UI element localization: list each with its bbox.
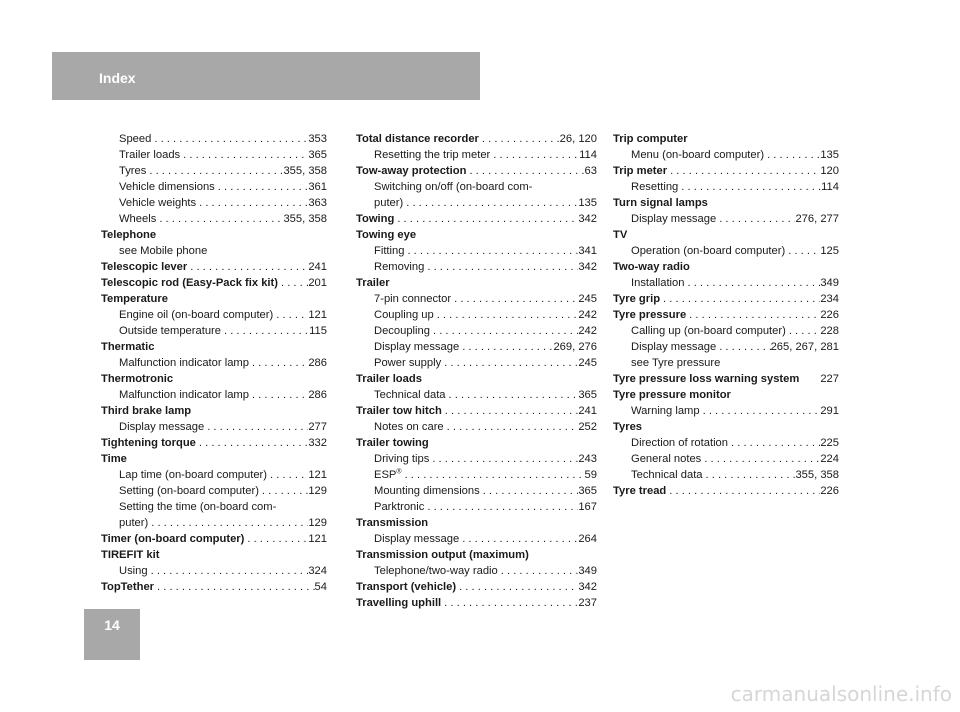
- dot-leader: [259, 483, 308, 499]
- dot-leader: [429, 451, 578, 467]
- entry-term: Temperature: [101, 293, 168, 305]
- dot-leader: [441, 595, 578, 611]
- index-entry: [613, 419, 839, 435]
- index-subentry: [356, 323, 597, 339]
- entry-term: Speed: [119, 133, 152, 145]
- dot-leader: [667, 163, 820, 179]
- index-entry: [356, 579, 597, 595]
- dot-leader: [151, 131, 308, 147]
- index-entry: [613, 291, 839, 307]
- entry-term: Direction of rotation: [631, 437, 729, 449]
- entry-term: Driving tips: [374, 453, 430, 465]
- entry-pages: 125: [820, 245, 839, 257]
- dot-leader: [146, 163, 283, 179]
- entry-term: Thermatic: [101, 341, 155, 353]
- entry-pages: 224: [820, 453, 839, 465]
- entry-pages: 201: [308, 277, 327, 289]
- dot-leader: [466, 163, 584, 179]
- index-entry: [356, 275, 597, 291]
- entry-term: Display message: [374, 341, 460, 353]
- entry-term: Transport (vehicle): [356, 581, 457, 593]
- dot-leader: [244, 531, 308, 547]
- entry-pages: 353: [308, 133, 327, 145]
- entry-term: Trip meter: [613, 165, 668, 177]
- index-subentry: [613, 323, 839, 339]
- dot-leader: [404, 243, 578, 259]
- index-entry: [613, 163, 839, 179]
- entry-term: Installation: [631, 277, 685, 289]
- index-subentry: [101, 563, 327, 579]
- index-subentry: [356, 467, 597, 483]
- entry-pages: 63: [584, 165, 597, 177]
- entry-term: Tyre pressure monitor: [613, 389, 731, 401]
- dot-leader: [728, 435, 820, 451]
- entry-pages: 363: [308, 197, 327, 209]
- entry-term: Telephone: [101, 229, 157, 241]
- dot-leader: [442, 403, 579, 419]
- dot-leader: [278, 275, 308, 291]
- index-subentry: [356, 147, 597, 163]
- index-subentry: [356, 563, 597, 579]
- index-entry: [101, 547, 327, 563]
- index-subentry: [101, 131, 327, 147]
- entry-term: Removing: [374, 261, 425, 273]
- entry-term: Parktronic: [374, 501, 425, 513]
- dot-leader: [444, 419, 579, 435]
- entry-pages: 332: [308, 437, 327, 449]
- index-entry: [613, 371, 839, 387]
- entry-pages: 269, 276: [553, 341, 597, 353]
- dot-leader: [456, 579, 578, 595]
- index-subentry: [356, 419, 597, 435]
- index-entry: [356, 371, 597, 387]
- dot-leader: [148, 563, 309, 579]
- index-subentry: [613, 435, 839, 451]
- dot-leader: [267, 467, 308, 483]
- entry-pages: 135: [820, 149, 839, 161]
- entry-term: Telescopic lever: [101, 261, 188, 273]
- entry-pages: 129: [308, 517, 327, 529]
- index-subentry: [613, 339, 839, 355]
- index-column-3: [613, 131, 839, 499]
- entry-term: Vehicle dimensions: [119, 181, 215, 193]
- dot-leader: [685, 275, 821, 291]
- index-entry: [101, 227, 327, 243]
- index-entry: [613, 307, 839, 323]
- index-subentry: [356, 243, 597, 259]
- index-subentry: [101, 163, 327, 179]
- index-entry: [101, 403, 327, 419]
- entry-pages: 276, 277: [795, 213, 839, 225]
- entry-pages: 237: [578, 597, 597, 609]
- entry-pages: 243: [578, 453, 597, 465]
- entry-term: Trailer tow hitch: [356, 405, 442, 417]
- entry-pages: 365: [308, 149, 327, 161]
- entry-term: Fitting: [374, 245, 405, 257]
- index-entry: [101, 579, 327, 595]
- dot-leader: [686, 307, 820, 323]
- entry-term: puter): [119, 517, 149, 529]
- entry-term: Setting (on-board computer): [119, 485, 259, 497]
- dot-leader: [459, 531, 578, 547]
- dot-leader: [678, 179, 821, 195]
- entry-term: Power supply: [374, 357, 442, 369]
- page-number: 14: [104, 617, 120, 633]
- index-subentry: [101, 211, 327, 227]
- entry-term: TopTether: [101, 581, 155, 593]
- dot-leader: [700, 403, 821, 419]
- entry-term: Resetting: [631, 181, 679, 193]
- entry-pages: 54: [314, 581, 327, 593]
- entry-pages: 342: [578, 261, 597, 273]
- index-subentry: [101, 355, 327, 371]
- entry-pages: 114: [579, 149, 597, 161]
- entry-term: Notes on care: [374, 421, 444, 433]
- index-entry: [101, 531, 327, 547]
- dot-leader: [249, 355, 308, 371]
- index-subentry: [101, 515, 327, 531]
- entry-term: General notes: [631, 453, 702, 465]
- dot-leader: [430, 323, 578, 339]
- dot-leader: [402, 467, 585, 483]
- dot-leader: [716, 339, 770, 355]
- dot-leader: [479, 131, 560, 147]
- index-subentry: [356, 259, 597, 275]
- entry-term: Third brake lamp: [101, 405, 192, 417]
- index-entry: [356, 403, 597, 419]
- entry-term: Trailer towing: [356, 437, 429, 449]
- index-subentry: [356, 307, 597, 323]
- dot-leader: [785, 243, 820, 259]
- index-subentry: [101, 323, 327, 339]
- index-entry: [356, 435, 597, 451]
- dot-leader: [498, 563, 579, 579]
- dot-leader: [156, 211, 283, 227]
- entry-pages: 129: [308, 485, 327, 497]
- entry-pages: 286: [308, 357, 327, 369]
- entry-pages: 342: [578, 581, 597, 593]
- dot-leader: [660, 291, 820, 307]
- index-entry: [101, 259, 327, 275]
- entry-pages: 121: [308, 309, 327, 321]
- entry-term: see Mobile phone: [119, 245, 208, 257]
- entry-pages: 121: [308, 469, 327, 481]
- entry-pages: 120: [820, 165, 839, 177]
- entry-term: Total distance recorder: [356, 133, 479, 145]
- entry-term: Tyre pressure: [613, 309, 687, 321]
- index-subentry: [101, 467, 327, 483]
- entry-pages: 355, 358: [795, 469, 839, 481]
- entry-pages: 361: [308, 181, 327, 193]
- index-entry: [101, 451, 327, 467]
- entry-term: see Tyre pressure: [631, 357, 721, 369]
- entry-pages: 245: [578, 357, 597, 369]
- entry-pages: 234: [820, 293, 839, 305]
- index-subentry: [613, 355, 839, 371]
- index-subentry: [613, 275, 839, 291]
- entry-pages: 121: [308, 533, 327, 545]
- index-entry: [613, 131, 839, 147]
- entry-term: Operation (on-board computer): [631, 245, 786, 257]
- entry-term: Vehicle weights: [119, 197, 197, 209]
- entry-term: Warning lamp: [631, 405, 700, 417]
- watermark-logo: carmanualsonline.info: [730, 682, 952, 706]
- index-subentry: [356, 531, 597, 547]
- entry-term: Time: [101, 453, 127, 465]
- entry-pages: 252: [578, 421, 597, 433]
- index-subentry: [101, 419, 327, 435]
- entry-pages: 226: [820, 309, 839, 321]
- index-entry: [101, 339, 327, 355]
- index-subentry: [356, 387, 597, 403]
- dot-leader: [701, 451, 820, 467]
- index-entry: [356, 547, 597, 563]
- dot-leader: [148, 515, 308, 531]
- dot-leader: [446, 387, 579, 403]
- page-title: Index: [99, 70, 136, 86]
- index-subentry: [356, 499, 597, 515]
- entry-pages: 349: [578, 565, 597, 577]
- entry-term: Tyres: [119, 165, 147, 177]
- entry-term: Tyres: [613, 421, 643, 433]
- index-entry: [613, 195, 839, 211]
- entry-term: Timer (on-board computer): [101, 533, 245, 545]
- entry-pages: 26, 120: [559, 133, 597, 145]
- dot-leader: [434, 307, 579, 323]
- entry-pages: 241: [308, 261, 327, 273]
- entry-pages: 227: [820, 373, 839, 385]
- entry-pages: 226: [820, 485, 839, 497]
- dot-leader: [459, 339, 553, 355]
- index-subentry: [101, 195, 327, 211]
- page-number-box: [84, 609, 140, 660]
- index-subentry: [101, 147, 327, 163]
- index-entry: [356, 211, 597, 227]
- entry-pages: 291: [820, 405, 839, 417]
- entry-term: Tightening torque: [101, 437, 196, 449]
- index-subentry: [101, 179, 327, 195]
- entry-pages: 135: [578, 197, 597, 209]
- entry-term: Telephone/two-way radio: [374, 565, 498, 577]
- dot-leader: [196, 435, 308, 451]
- index-entry: [101, 291, 327, 307]
- entry-pages: 225: [820, 437, 839, 449]
- dot-leader: [249, 387, 308, 403]
- index-subentry: [613, 179, 839, 195]
- dot-leader: [394, 211, 578, 227]
- entry-pages: 365: [578, 389, 597, 401]
- entry-pages: 245: [578, 293, 597, 305]
- entry-pages: 355, 358: [283, 165, 327, 177]
- index-subentry: [613, 211, 839, 227]
- dot-leader: [490, 147, 579, 163]
- index-entry: [613, 387, 839, 403]
- dot-leader: [403, 195, 578, 211]
- index-entry: [356, 515, 597, 531]
- entry-term: Display message: [631, 341, 717, 353]
- entry-pages: 277: [308, 421, 327, 433]
- entry-term: Malfunction indicator lamp: [119, 389, 249, 401]
- dot-leader: [204, 419, 308, 435]
- index-column-2: [356, 131, 597, 611]
- dot-leader: [424, 259, 578, 275]
- index-subentry: [101, 243, 327, 259]
- entry-term: Trailer: [356, 277, 390, 289]
- entry-term: Transmission output (maximum): [356, 549, 529, 561]
- entry-term: Trip computer: [613, 133, 688, 145]
- dot-leader: [703, 467, 796, 483]
- entry-term: Switching on/off (on-board com-: [374, 181, 533, 193]
- index-subentry: [356, 483, 597, 499]
- entry-term: 7-pin connector: [374, 293, 452, 305]
- dot-leader: [451, 291, 578, 307]
- entry-pages: 115: [309, 325, 327, 337]
- dot-leader: [221, 323, 309, 339]
- entry-pages: 342: [578, 213, 597, 225]
- dot-leader: [187, 259, 308, 275]
- entry-pages: 341: [578, 245, 597, 257]
- entry-pages: 242: [578, 309, 597, 321]
- index-subentry: [356, 451, 597, 467]
- index-entry: [356, 595, 597, 611]
- index-subentry: [101, 499, 327, 515]
- index-column-1: [101, 131, 327, 595]
- entry-term: Resetting the trip meter: [374, 149, 491, 161]
- entry-term: Technical data: [374, 389, 446, 401]
- dot-leader: [441, 355, 578, 371]
- index-subentry: [101, 307, 327, 323]
- index-entry: [613, 259, 839, 275]
- entry-term: Display message: [119, 421, 205, 433]
- index-entry: [356, 163, 597, 179]
- entry-term: Wheels: [119, 213, 157, 225]
- dot-leader: [480, 483, 579, 499]
- index-entry: [613, 483, 839, 499]
- entry-pages: 265, 267, 281: [770, 341, 839, 353]
- entry-term: Tyre pressure loss warning system: [613, 373, 800, 385]
- entry-pages: 167: [578, 501, 597, 513]
- dot-leader: [786, 323, 820, 339]
- entry-term-sup: ®: [396, 468, 402, 476]
- entry-term: Engine oil (on-board computer): [119, 309, 274, 321]
- index-subentry: [613, 451, 839, 467]
- index-subentry: [356, 195, 597, 211]
- entry-term: Turn signal lamps: [613, 197, 708, 209]
- entry-pages: 228: [820, 325, 839, 337]
- header-bar: [52, 52, 480, 100]
- entry-term: Menu (on-board computer): [631, 149, 765, 161]
- entry-pages: 324: [308, 565, 327, 577]
- entry-term: Decoupling: [374, 325, 430, 337]
- entry-term: Telescopic rod (Easy-Pack fix kit): [101, 277, 278, 289]
- entry-pages: 286: [308, 389, 327, 401]
- entry-term: Display message: [631, 213, 717, 225]
- dot-leader: [215, 179, 309, 195]
- entry-term: puter): [374, 197, 404, 209]
- entry-term: TV: [613, 229, 628, 241]
- index-subentry: [356, 291, 597, 307]
- entry-term: Mounting dimensions: [374, 485, 480, 497]
- entry-term: Using: [119, 565, 148, 577]
- index-entry: [101, 371, 327, 387]
- entry-term: Malfunction indicator lamp: [119, 357, 249, 369]
- entry-term: Calling up (on-board computer): [631, 325, 786, 337]
- entry-pages: 59: [584, 469, 597, 481]
- entry-term: Trailer loads: [119, 149, 181, 161]
- entry-term: Tyre tread: [613, 485, 667, 497]
- entry-term: TIREFIT kit: [101, 549, 160, 561]
- dot-leader: [273, 307, 308, 323]
- dot-leader: [666, 483, 820, 499]
- entry-term: Lap time (on-board computer): [119, 469, 267, 481]
- entry-term: Tow-away protection: [356, 165, 467, 177]
- index-subentry: [356, 355, 597, 371]
- entry-pages: 355, 358: [283, 213, 327, 225]
- entry-term: Travelling uphill: [356, 597, 442, 609]
- index-subentry: [613, 243, 839, 259]
- entry-pages: 264: [578, 533, 597, 545]
- dot-leader: [716, 211, 795, 227]
- entry-term: Technical data: [631, 469, 703, 481]
- entry-term: Two-way radio: [613, 261, 690, 273]
- entry-term: Setting the time (on-board com-: [119, 501, 277, 513]
- entry-pages: 241: [578, 405, 597, 417]
- index-entry: [613, 227, 839, 243]
- entry-term: Towing: [356, 213, 395, 225]
- index-entry: [356, 227, 597, 243]
- index-subentry: [356, 179, 597, 195]
- entry-pages: 349: [820, 277, 839, 289]
- index-subentry: [101, 483, 327, 499]
- index-subentry: [613, 467, 839, 483]
- entry-term: Thermotronic: [101, 373, 174, 385]
- index-entry: [101, 435, 327, 451]
- dot-leader: [180, 147, 308, 163]
- entry-term: Trailer loads: [356, 373, 422, 385]
- entry-term: Outside temperature: [119, 325, 221, 337]
- entry-term: Tyre grip: [613, 293, 661, 305]
- entry-term: Towing eye: [356, 229, 417, 241]
- entry-pages: 242: [578, 325, 597, 337]
- entry-term: ESP®: [374, 468, 402, 481]
- index-entry: [101, 275, 327, 291]
- index-entry: [356, 131, 597, 147]
- entry-pages: 114: [821, 181, 839, 193]
- dot-leader: [196, 195, 308, 211]
- entry-term: Transmission: [356, 517, 429, 529]
- index-subentry: [356, 339, 597, 355]
- index-subentry: [101, 387, 327, 403]
- dot-leader: [424, 499, 578, 515]
- dot-leader: [154, 579, 315, 595]
- dot-leader: [764, 147, 820, 163]
- entry-pages: 365: [578, 485, 597, 497]
- entry-term: Coupling up: [374, 309, 434, 321]
- index-subentry: [613, 403, 839, 419]
- index-subentry: [613, 147, 839, 163]
- entry-term: Display message: [374, 533, 460, 545]
